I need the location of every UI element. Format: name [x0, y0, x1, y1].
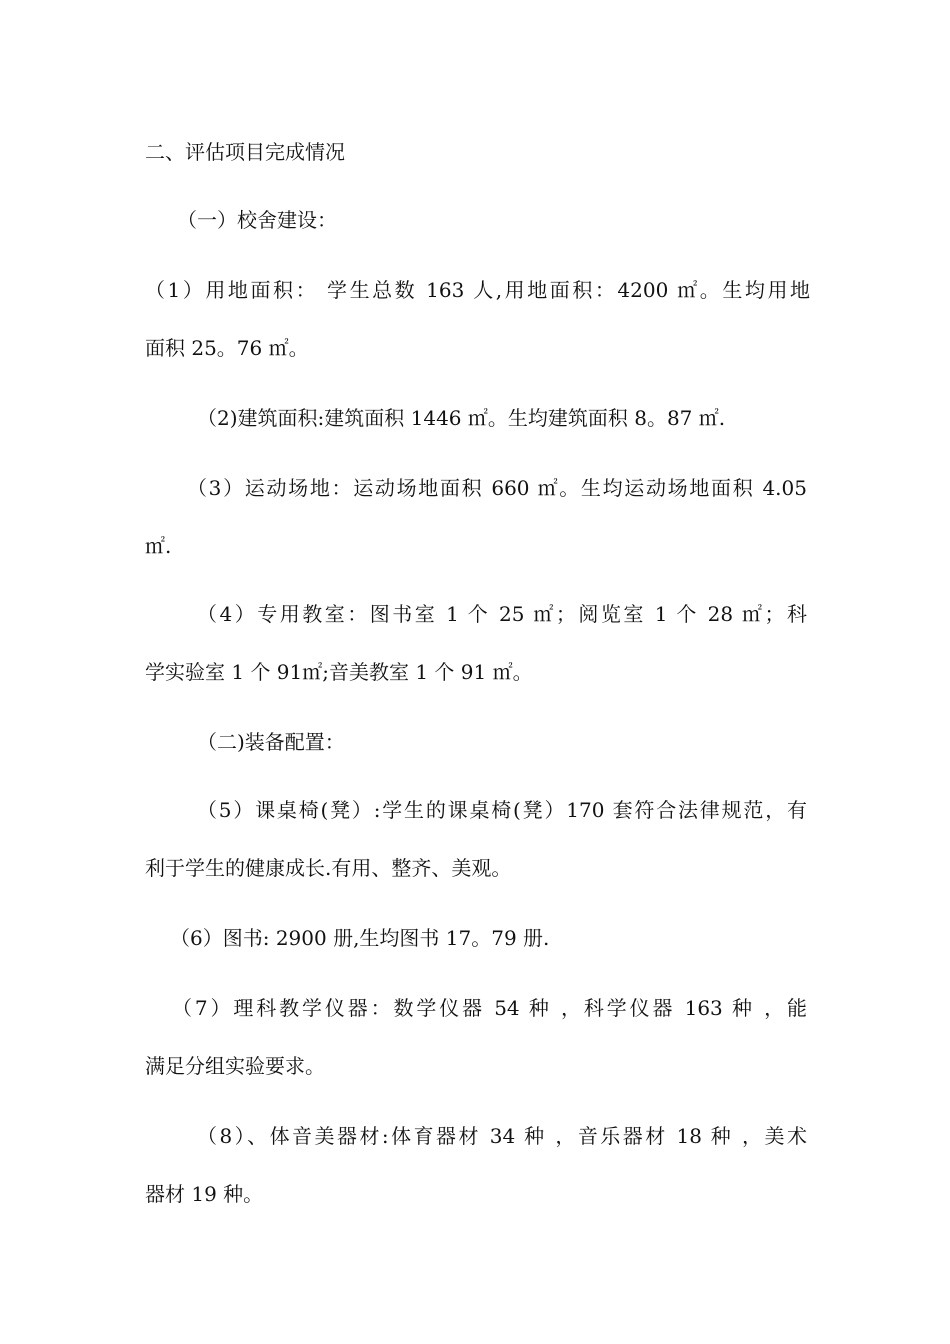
section-title-campus-buildings: （一）校舍建设：: [177, 208, 337, 232]
item-7-line-1: （7）理科教学仪器：数学仪器 54 种 ，科学仪器 163 种 ，能: [172, 996, 807, 1020]
document-heading: 二、评估项目完成情况: [145, 140, 345, 164]
section-title-equipment: （二)装备配置：: [197, 730, 345, 754]
item-8-line-2: 器材 19 种。: [145, 1182, 264, 1206]
item-5-line-1: （5）课桌椅(凳）:学生的课桌椅(凳）170 套符合法律规范，有: [197, 798, 807, 822]
item-8-line-1: （8）、体音美器材:体育器材 34 种 ，音乐器材 18 种 ，美术: [197, 1124, 807, 1148]
item-3-line-1: （3）运动场地：运动场地面积 660 ㎡。生均运动场地面积 4.05: [187, 476, 807, 500]
item-5-line-2: 利于学生的健康成长.有用、整齐、美观。: [145, 856, 512, 880]
item-6-line-1: （6）图书: 2900 册,生均图书 17。79 册.: [170, 926, 550, 950]
item-4-line-2: 学实验室 1 个 91㎡;音美教室 1 个 91 ㎡。: [145, 660, 533, 684]
item-3-line-2: ㎡.: [145, 534, 172, 558]
item-1-line-2: 面积 25。76 ㎡。: [145, 336, 309, 360]
item-2-line-1: （2)建筑面积:建筑面积 1446 ㎡。生均建筑面积 8。87 ㎡.: [197, 406, 726, 430]
item-1-line-1: （1）用地面积： 学生总数 163 人,用地面积：4200 ㎡。生均用地: [145, 278, 810, 302]
item-7-line-2: 满足分组实验要求。: [145, 1054, 325, 1078]
item-4-line-1: （4）专用教室：图书室 1 个 25 ㎡；阅览室 1 个 28 ㎡；科: [197, 602, 807, 626]
